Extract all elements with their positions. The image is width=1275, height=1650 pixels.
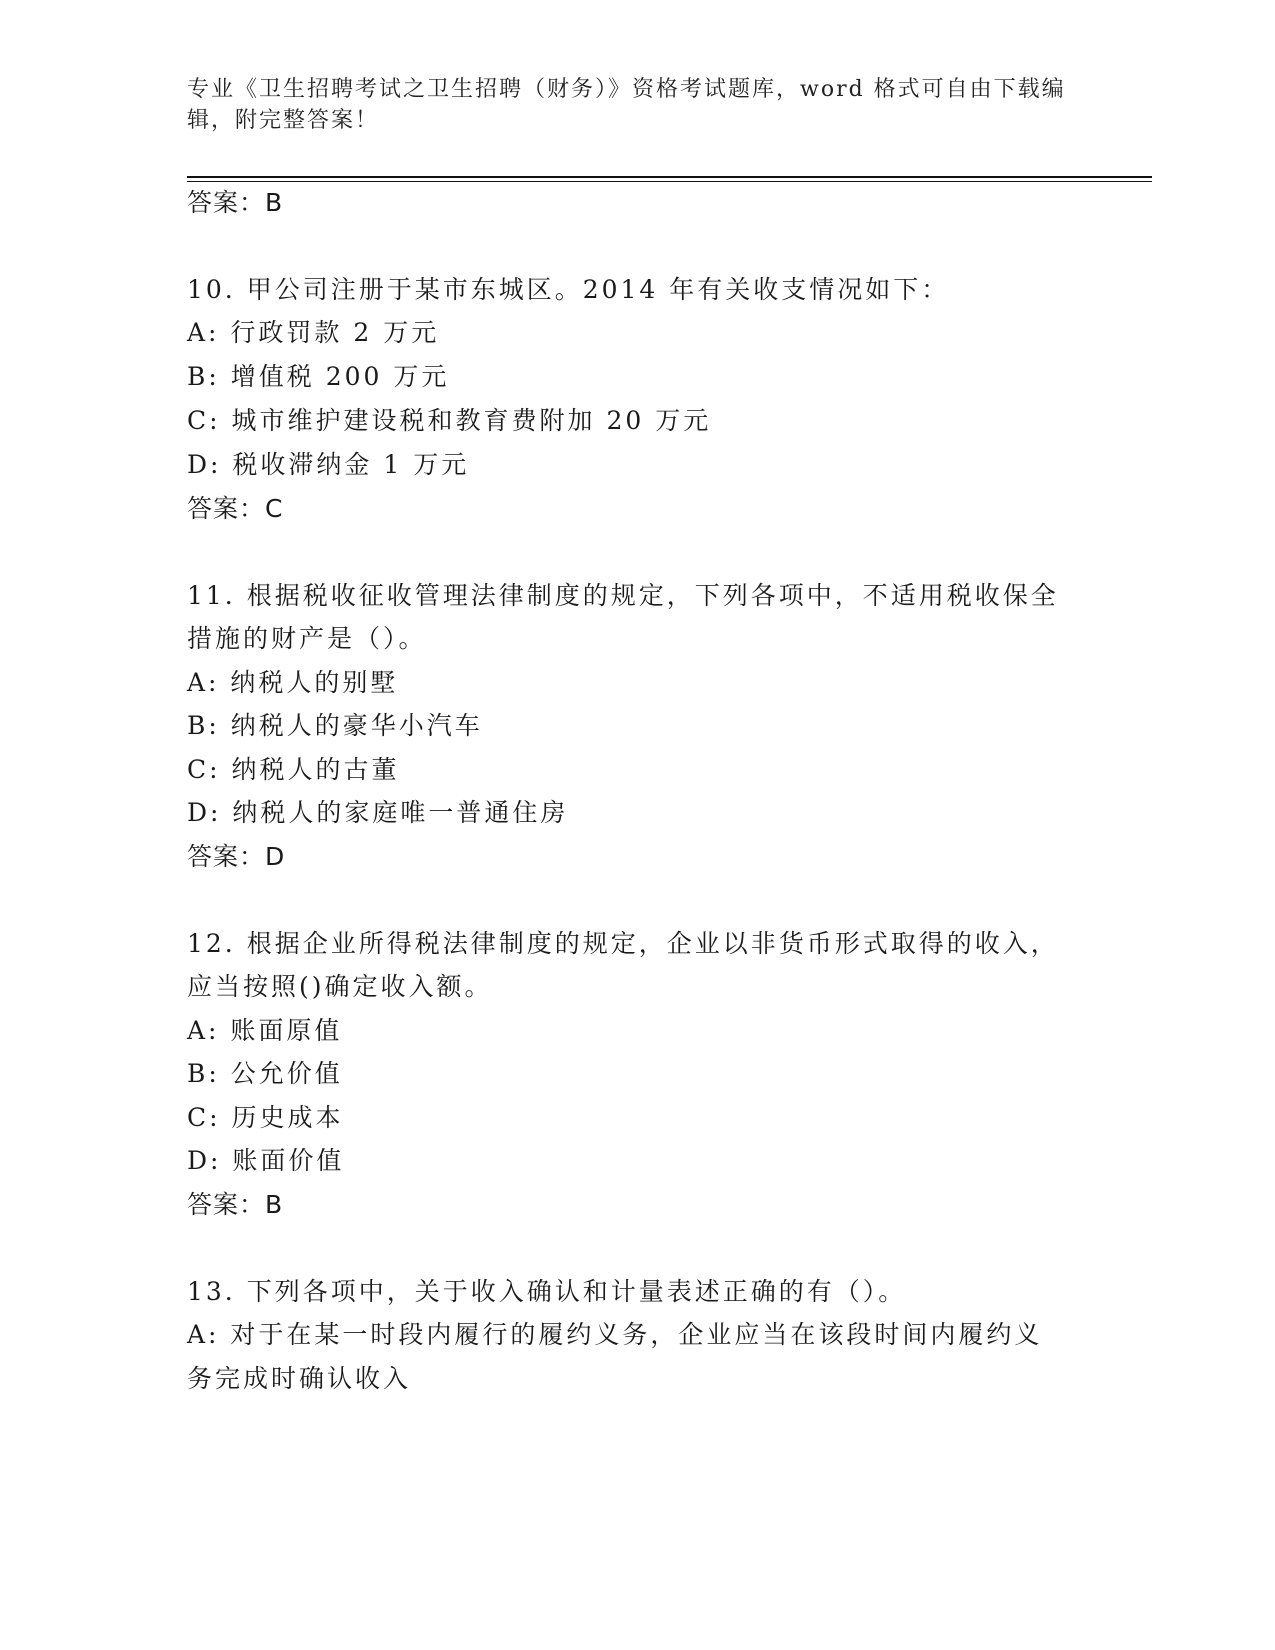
q11-stem-line1: 11. 根据税收征收管理法律制度的规定，下列各项中，不适用税收保全 xyxy=(187,581,1059,610)
q10-stem: 10. 甲公司注册于某市东城区。2014 年有关收支情况如下： xyxy=(187,275,950,304)
q11-option-c: C: 纳税人的古董 xyxy=(187,755,400,784)
q12-option-b: B: 公允价值 xyxy=(187,1059,343,1088)
answer-q11: 答案：D xyxy=(187,842,286,871)
q13-stem: 13. 下列各项中，关于收入确认和计量表述正确的有（）。 xyxy=(187,1277,907,1306)
q11-option-b: B: 纳税人的豪华小汽车 xyxy=(187,711,483,740)
q13-option-a-line1: A: 对于在某一时段内履行的履约义务，企业应当在该段时间内履约义 xyxy=(187,1320,1043,1349)
q11-stem-line2: 措施的财产是（）。 xyxy=(187,624,427,653)
answer-q10: 答案：C xyxy=(187,494,284,523)
q12-option-d: D: 账面价值 xyxy=(187,1146,345,1175)
q10-option-c: C: 城市维护建设税和教育费附加 20 万元 xyxy=(187,406,712,435)
header-divider-thin xyxy=(187,181,1152,182)
q13-option-a-line2: 务完成时确认收入 xyxy=(187,1364,412,1393)
q12-stem-line2: 应当按照()确定收入额。 xyxy=(187,972,493,1001)
q10-option-b: B: 增值税 200 万元 xyxy=(187,362,450,391)
answer-q9: 答案：B xyxy=(187,188,284,217)
header-divider xyxy=(187,176,1152,178)
q12-option-c: C: 历史成本 xyxy=(187,1103,344,1132)
q10-option-a: A: 行政罚款 2 万元 xyxy=(187,318,440,347)
q11-option-a: A: 纳税人的别墅 xyxy=(187,668,399,697)
q12-stem-line1: 12. 根据企业所得税法律制度的规定，企业以非货币形式取得的收入， xyxy=(187,929,1059,958)
q12-option-a: A: 账面原值 xyxy=(187,1016,343,1045)
answer-q12: 答案：B xyxy=(187,1190,284,1219)
q11-option-d: D: 纳税人的家庭唯一普通住房 xyxy=(187,798,569,827)
q10-option-d: D: 税收滞纳金 1 万元 xyxy=(187,450,470,479)
document-header: 专业《卫生招聘考试之卫生招聘（财务）》资格考试题库，word 格式可自由下载编辑，附完整答案！ xyxy=(187,77,1066,133)
